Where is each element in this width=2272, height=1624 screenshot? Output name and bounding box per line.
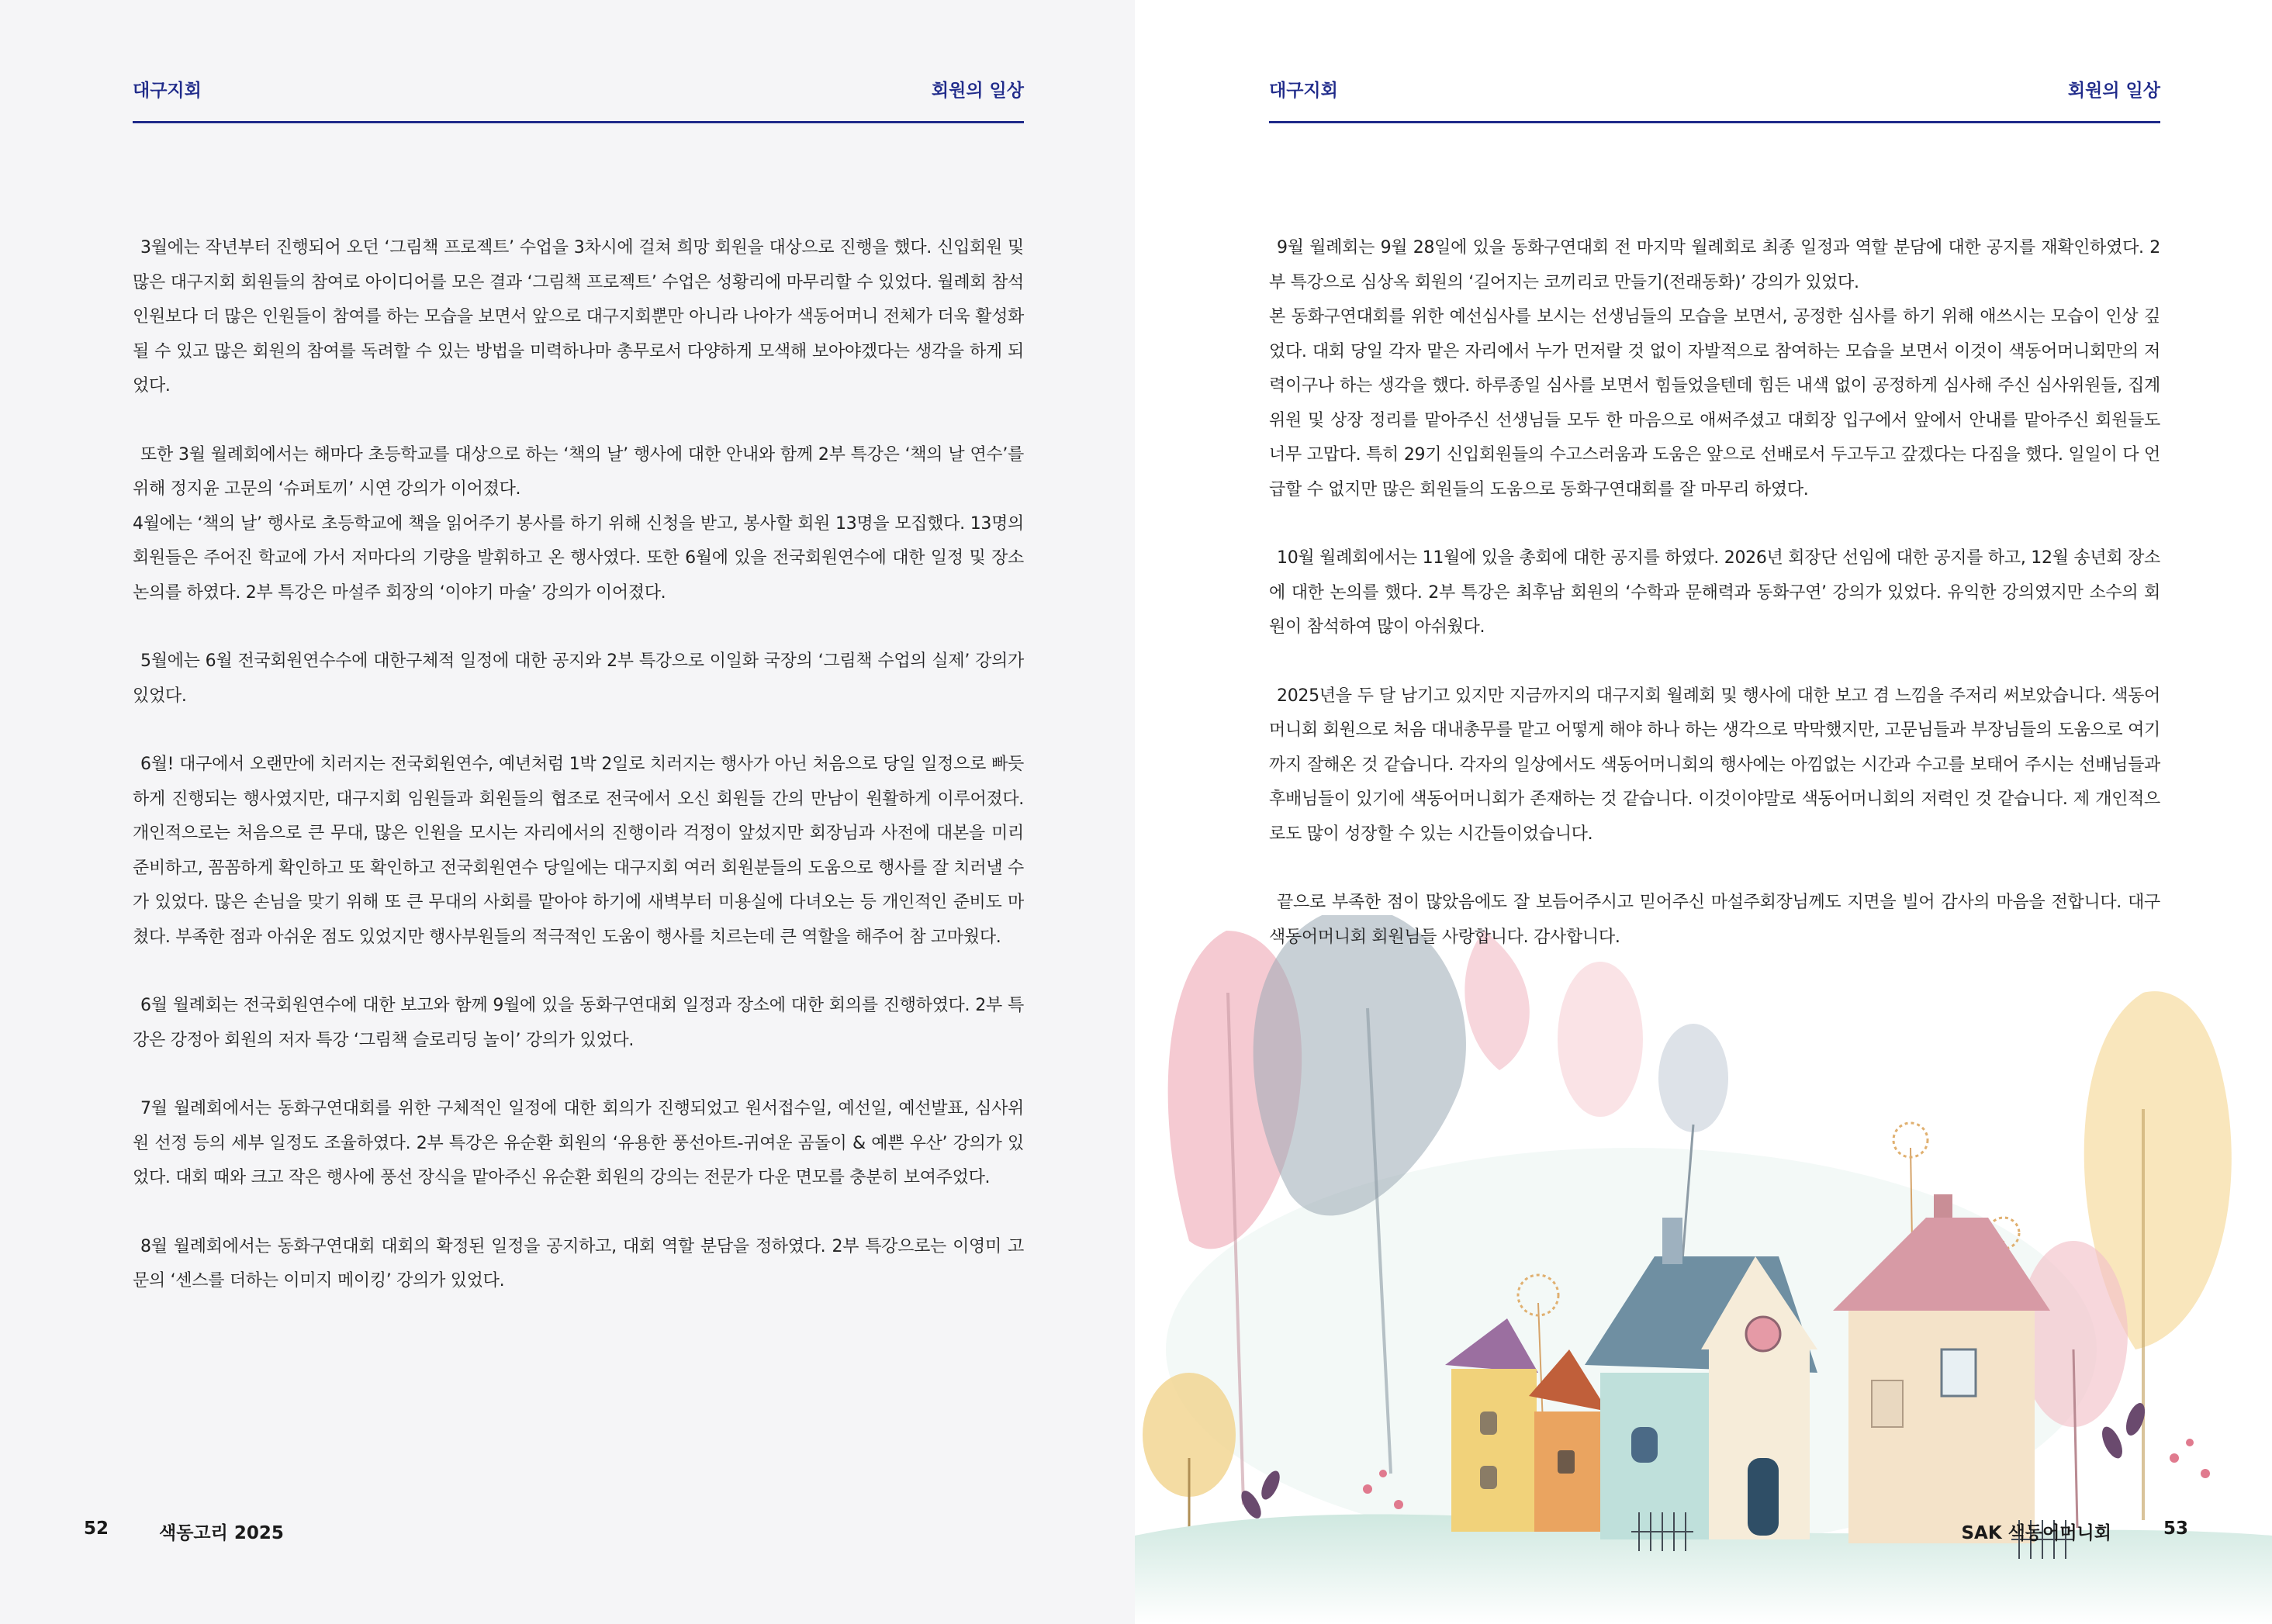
right-page [1135, 0, 2272, 1624]
paragraph: 또한 3월 월례회에서는 해마다 초등학교를 대상으로 하는 ‘책의 날’ 행사에 대한 안내와 함께 2부 특강은 ‘책의 날 연수’를 위해 정지윤 고문의 ‘슈퍼토끼’ 시연 강의가 이어졌다. 4월에는 ‘책의 날’ 행사로 초등학교에 책을 읽어주기 봉사를 하기 위해 신청을 받고, 봉사할 회원 13명을 모집했다. 13명의 회원들은 주어진 학교에 가서 저마다의 기량을 발휘하고 온 행사였다. 또한 6월에 있을 전국회원연수에 대한 일정 및 장소 논의를 하였다. 2부 특강은 마설주 회장의 ‘이야기 마술’ 강의가 이어졌다. [133, 444, 1024, 603]
right-page-header [1269, 71, 2160, 123]
left-header-chapter: 대구지회 [133, 81, 202, 101]
paragraph: 3월에는 작년부터 진행되어 오던 ‘그림책 프로젝트’ 수업을 3차시에 걸쳐 희망 회원을 대상으로 진행을 했다. 신입회원 및 많은 대구지회 회원들의 참여로 아이디어를 모은 결과 ‘그림책 프로젝트’ 수업은 성황리에 마무리할 수 있었다. 월례회 참석인원보다 더 많은 인원들이 참여를 하는 모습을 보면서 앞으로 대구지회뿐만 아니라 나아가 색동어머니 전체가 더욱 활성화 될 수 있고 많은 회원의 참여를 독려할 수 있는 방법을 미력하나마 총무로서 다양하게 모색해 보아야겠다는 생각을 하게 되었다. [133, 238, 1024, 396]
paragraph: 9월 월례회는 9월 28일에 있을 동화구연대회 전 마지막 월례회로 최종 일정과 역할 분담에 대한 공지를 재확인하였다. 2부 특강으로 심상옥 회원의 ‘길어지는 코끼리코 만들기(전래동화)’ 강의가 있었다. 본 동화구연대회를 위한 예선심사를 보시는 선생님들의 모습을 보면서, 공정한 심사를 하기 위해 애쓰시는 모습이 인상 깊었다. 대회 당일 각자 맡은 자리에서 누가 먼저랄 것 없이 자발적으로 참여하는 모습을 보면서 이것이 색동어머니회만의 저력이구나 하는 생각을 했다. 하루종일 심사를 보면서 힘들었을텐데 힘든 내색 없이 공정하게 심사해 주신 심사위원들, 집계 위원 및 상장 정리를 맡아주신 선생님들 모두 한 마음으로 애써주셨고 대회장 입구에서 앞에서 안내를 맡아주신 회원들도 너무 고맙다. 특히 29기 신입회원들의 수고스러움과 도움은 앞으로 선배로서 두고두고 갚겠다는 다짐을 했다. 일일이 다 언급할 수 없지만 많은 회원들의 도움으로 동화구연대회를 잘 마무리 하였다. [1269, 238, 2160, 499]
organization-name: SAK 색동어머니회 [1961, 1523, 2111, 1543]
paragraph: 6월! 대구에서 오랜만에 치러지는 전국회원연수, 예년처럼 1박 2일로 치러지는 행사가 아닌 처음으로 당일 일정으로 빠듯하게 진행되는 행사였지만, 대구지회 임원들과 회원들의 협조로 전국에서 오신 회원들 간의 만남이 원활하게 이루어졌다. 개인적으로는 처음으로 큰 무대, 많은 인원을 모시는 자리에서의 진행이라 걱정이 앞섰지만 회장님과 사전에 대본을 미리 준비하고, 꼼꼼하게 확인하고 또 확인하고 전국회원연수 당일에는 대구지회 여러 회원분들의 도움으로 행사를 잘 치러낼 수가 있었다. 많은 손님을 맞기 위해 또 큰 무대의 사회를 맡아야 하기에 새벽부터 미용실에 다녀오는 등 개인적인 준비도 마쳤다. 부족한 점과 아쉬운 점도 있었지만 행사부원들의 적극적인 도움이 행사를 치르는데 큰 역할을 해주어 참 고마웠다. [133, 755, 1024, 947]
publication-title: 색동고리 2025 [159, 1523, 284, 1543]
left-header-section: 회원의 일상 [931, 81, 1024, 101]
right-article-body [1269, 231, 2160, 989]
paragraph: 2025년을 두 달 남기고 있지만 지금까지의 대구지회 월례회 및 행사에 대한 보고 겸 느낌을 주저리 써보았습니다. 색동어머니회 회원으로 처음 대내총무를 맡고 어떻게 해야 하나 하는 생각으로 막막했지만, 고문님들과 부장님들의 도움으로 여기까지 잘해온 것 같습니다. 각자의 일상에서도 색동어머니회의 행사에는 아낌없는 시간과 수고를 보태어 주시는 선배님들과 후배님들이 있기에 색동어머니회가 존재하는 것 같습니다. 이것이야말로 색동어머니회의 저력인 것 같습니다. 제 개인적으로도 많이 성장할 수 있는 시간들이었습니다. [1269, 686, 2160, 844]
left-page-number: 52 [84, 1519, 109, 1539]
paragraph: 끝으로 부족한 점이 많았음에도 잘 보듬어주시고 믿어주신 마설주회장님께도 지면을 빌어 감사의 마음을 전합니다. 대구색동어머니회 회원님들 사랑합니다. 감사합니다. [1269, 893, 2160, 947]
left-article-body [133, 231, 1024, 1333]
paragraph: 5월에는 6월 전국회원연수수에 대한구체적 일정에 대한 공지와 2부 특강으로 이일화 국장의 ‘그림책 수업의 실제’ 강의가 있었다. [133, 651, 1024, 706]
right-header-section: 회원의 일상 [2067, 81, 2160, 101]
left-page-header [133, 71, 1024, 123]
right-page-number: 53 [2163, 1519, 2188, 1539]
paragraph: 6월 월례회는 전국회원연수에 대한 보고와 함께 9월에 있을 동화구연대회 일정과 장소에 대한 회의를 진행하였다. 2부 특강은 강정아 회원의 저자 특강 ‘그림책 슬로리딩 놀이’ 강의가 있었다. [133, 996, 1024, 1050]
village-houses-illustration [1135, 915, 2272, 1624]
paragraph: 10월 월례회에서는 11월에 있을 총회에 대한 공지를 하였다. 2026년 회장단 선임에 대한 공지를 하고, 12월 송년회 장소에 대한 논의를 했다. 2부 특강은 최후남 회원의 ‘수학과 문해력과 동화구연’ 강의가 있었다. 유익한 강의였지만 소수의 회원이 참석하여 많이 아쉬웠다. [1269, 548, 2160, 637]
paragraph: 8월 월례회에서는 동화구연대회 대회의 확정된 일정을 공지하고, 대회 역할 분담을 정하였다. 2부 특강으로는 이영미 고문의 ‘센스를 더하는 이미지 메이킹’ 강의가 있었다. [133, 1236, 1024, 1291]
left-page [0, 0, 1135, 1624]
right-header-chapter: 대구지회 [1269, 81, 1338, 101]
paragraph: 7월 월례회에서는 동화구연대회를 위한 구체적인 일정에 대한 회의가 진행되었고 원서접수일, 예선일, 예선발표, 심사위원 선정 등의 세부 일정도 조율하였다. 2부 특강은 유순환 회원의 ‘유용한 풍선아트-귀여운 곰돌이 & 예쁜 우산’ 강의가 있었다. 대회 때와 크고 작은 행사에 풍선 장식을 맡아주신 유순환 회원의 강의는 전문가 다운 면모를 충분히 보여주었다. [133, 1099, 1024, 1187]
